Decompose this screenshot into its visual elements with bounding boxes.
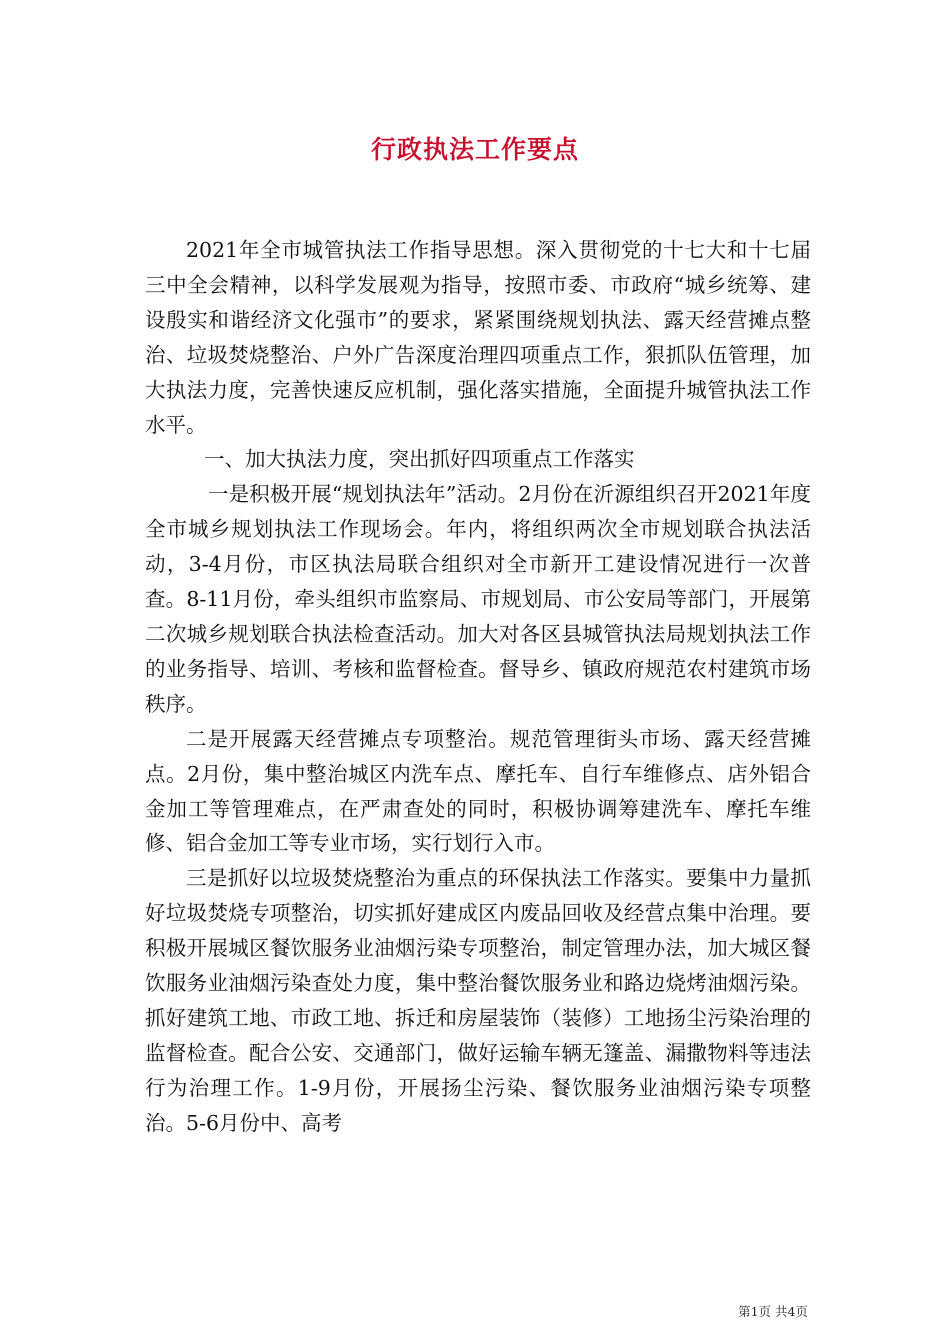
- page-title: 行政执法工作要点: [370, 135, 579, 164]
- paragraph-item-1: 一是积极开展“规划执法年”活动。2月份在沂源组织召开2021年度全市城乡规划执法工作现场会。年内，将组织两次全市规划联合执法活动，3-4月份，市区执法局联合组织对全市新开工建设情况进行一次普查。8-11月份，牵头组织市监察局、市规划局、市公安局等部门，开展第二次城乡规划联合执法检查活动。加大对各区县城管执法局规划执法工作的业务指导、培训、考核和监督检查。督导乡、镇政府规范农村建筑市场秩序。: [145, 482, 811, 716]
- paragraph-guiding-thought: 2021年全市城管执法工作指导思想。深入贯彻党的十七大和十七届三中全会精神，以科学发展观为指导，按照市委、市政府“城乡统筹、建设殷实和谐经济文化强市”的要求，紧紧围绕规划执法、露天经营摊点整治、垃圾焚烧整治、户外广告深度治理四项重点工作，狠抓队伍管理，加大执法力度，完善快速反应机制，强化落实措施，全面提升城管执法工作水平。: [145, 238, 811, 437]
- paragraph-item-3: 三是抓好以垃圾焚烧整治为重点的环保执法工作落实。要集中力量抓好垃圾焚烧专项整治，切实抓好建成区内废品回收及经营点集中治理。要积极开展城区餐饮服务业油烟污染专项整治，制定管理办法，加大城区餐饮服务业油烟污染查处力度，集中整治餐饮服务业和路边烧烤油烟污染。抓好建筑工地、市政工地、拆迁和房屋装饰（装修）工地扬尘污染治理的监督检查。配合公安、交通部门，做好运输车辆无篷盖、漏撒物料等违法行为治理工作。1-9月份，开展扬尘污染、餐饮服务业油烟污染专项整治。5-6月份中、高考: [145, 866, 811, 1135]
- paragraph-item-2: 二是开展露天经营摊点专项整治。规范管理街头市场、露天经营摊点。2月份，集中整治城区内洗车点、摩托车、自行车维修点、店外铝合金加工等管理难点，在严肃查处的同时，积极协调筹建洗车、摩托车维修、铝合金加工等专业市场，实行划行入市。: [145, 726, 811, 856]
- section-heading-1: 一、加大执法力度，突出抓好四项重点工作落实: [204, 447, 635, 472]
- document-body: [145, 233, 811, 1141]
- page-number-footer: 第1页 共4页: [738, 1304, 808, 1319]
